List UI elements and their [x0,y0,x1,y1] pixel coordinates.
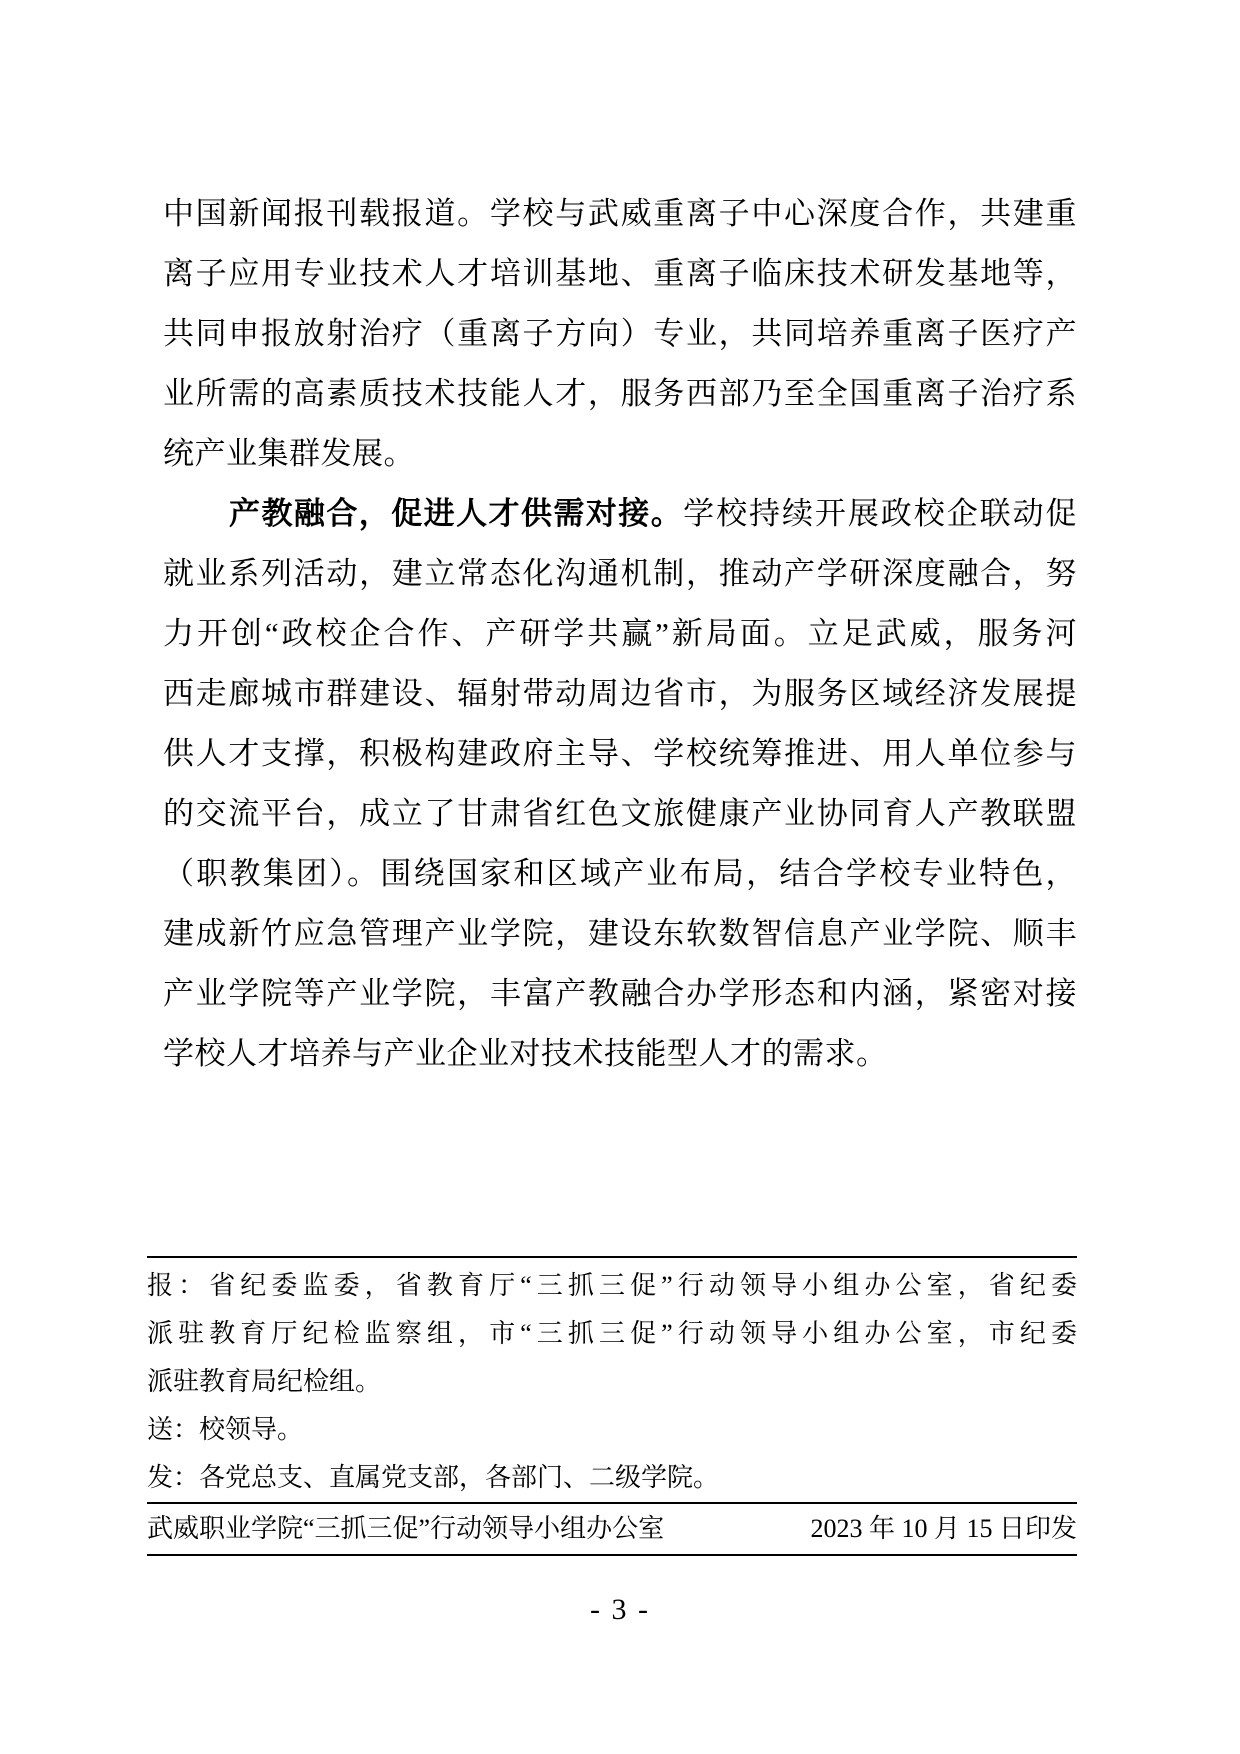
print-date: 2023 年 10 月 15 日印发 [810,1514,1077,1543]
text-line: 离子应用专业技术人才培训基地、重离子临床技术研发基地等， [163,256,1077,291]
report-to-line: 派驻教育厅纪检监察组，市“三抓三促”行动领导小组办公室，市纪委 [147,1319,1077,1348]
document-body [163,184,1077,1084]
paragraph-1 [163,184,1077,484]
text-line: 供人才支撑，积极构建政府主导、学校统筹推进、用人单位参与 [163,736,1077,771]
text-line: 统产业集群发展。 [163,436,415,471]
report-to-line: 报：省纪委监委，省教育厅“三抓三促”行动领导小组办公室，省纪委 [147,1271,1077,1300]
text-line: 产业学院等产业学院，丰富产教融合办学形态和内涵，紧密对接 [163,976,1077,1011]
text-line: 西走廊城市群建设、辐射带动周边省市，为服务区域经济发展提 [163,676,1077,711]
text-line: 建成新竹应急管理产业学院，建设东软数智信息产业学院、顺丰 [163,916,1077,951]
print-info-line [147,1504,1077,1554]
distribute-to-line: 发：各党总支、直属党支部，各部门、二级学院。 [147,1463,720,1492]
text-line: 力开创“政校企合作、产研学共赢”新局面。立足武威，服务河 [163,616,1077,651]
paragraph-2 [163,484,1077,1084]
text-line: 的交流平台，成立了甘肃省红色文旅健康产业协同育人产教联盟 [163,796,1077,831]
separator-line-bottom [147,1554,1077,1556]
send-to-line: 送：校领导。 [147,1415,304,1444]
text-line: 中国新闻报刊载报道。学校与武威重离子中心深度合作，共建重 [163,196,1077,231]
text-line [163,484,1077,544]
print-issuer: 武威职业学院“三抓三促”行动领导小组办公室 [147,1514,665,1543]
text-line: 共同申报放射治疗（重离子方向）专业，共同培养重离子医疗产 [163,316,1077,351]
text-line: 业所需的高素质技术技能人才，服务西部乃至全国重离子治疗系 [163,376,1077,411]
text-line: 学校人才培养与产业企业对技术技能型人才的需求。 [163,1036,888,1071]
text-line: （职教集团）。围绕国家和区域产业布局，结合学校专业特色， [163,856,1077,891]
paragraph-lead-tail: 学校持续开展政校企联动促 [683,496,1078,531]
distribution-entries [147,1258,1077,1502]
paragraph-bold-lead: 产教融合，促进人才供需对接。 [229,496,684,531]
text-line: 就业系列活动，建立常态化沟通机制，推动产学研深度融合，努 [163,556,1077,591]
page-number: - 3 - [590,1593,650,1626]
report-to-line: 派驻教育局纪检组。 [147,1367,382,1396]
document-footer [147,1256,1077,1556]
